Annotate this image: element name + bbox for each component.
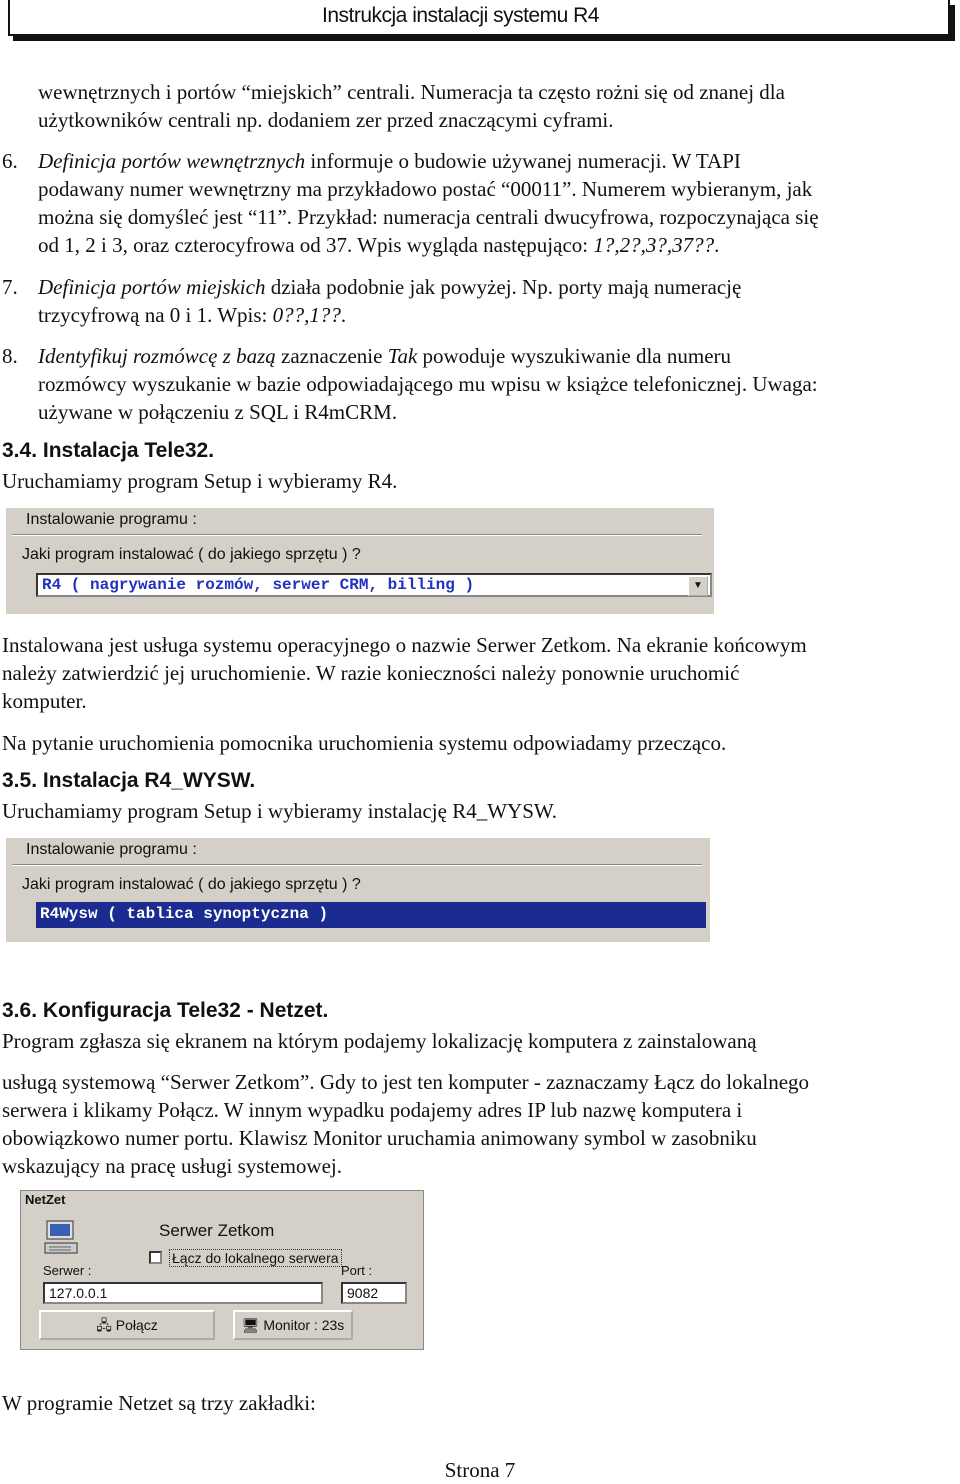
section-3-4-text: Uruchamiamy program Setup i wybieramy R4. bbox=[2, 469, 398, 493]
item-7-term: Definicja portów miejskich bbox=[38, 275, 266, 299]
section-3-6-line-3: serwera i klikamy Połącz. W innym wypadku podajemy adres IP lub nazwę komputera i bbox=[2, 1098, 743, 1122]
intro-line-1: wewnętrznych i portów “miejskich” centrali. Numeracja ta często rożni się od znanej dla bbox=[38, 80, 785, 104]
netzet-window bbox=[20, 1190, 424, 1350]
monitor-button-label: Monitor : 23s bbox=[263, 1317, 345, 1333]
item-7-period: . bbox=[340, 303, 347, 327]
item-6-term: Definicja portów wewnętrznych bbox=[38, 149, 306, 173]
divider bbox=[12, 534, 702, 536]
section-3-4-heading: 3.4. Instalacja Tele32. bbox=[2, 439, 215, 462]
divider bbox=[12, 864, 702, 866]
local-server-checkbox-label[interactable]: Łącz do lokalnego serwera bbox=[169, 1249, 342, 1267]
list-item-7 bbox=[0, 273, 960, 329]
section-3-6-heading: 3.6. Konfiguracja Tele32 - Netzet. bbox=[2, 999, 329, 1022]
window-titlebar bbox=[21, 1191, 423, 1211]
intro-line-2: użytkowników centrali np. dodaniem zer przed znaczącymi cyframi. bbox=[38, 108, 614, 132]
install-label: Instalowanie programu : bbox=[26, 841, 197, 858]
item-8-line-1: zaznaczenie bbox=[275, 344, 388, 368]
program-list-selected[interactable] bbox=[36, 902, 706, 928]
monitor-icon: 🖥 bbox=[241, 1317, 260, 1333]
section-3-5-text: Uruchamiamy program Setup i wybieramy instalację R4_WYSW. bbox=[2, 799, 558, 823]
connect-icon: 🖧 bbox=[96, 1317, 112, 1333]
server-label: Serwer : bbox=[43, 1263, 92, 1278]
chevron-down-icon[interactable]: ▼ bbox=[688, 576, 708, 596]
item-7-example: 0??,1?? bbox=[272, 303, 341, 327]
item-6-line-2: podawany numer wewnętrzny ma przykładowo postać “00011”. Numerem wybieranym, jak bbox=[38, 177, 813, 201]
port-label: Port : bbox=[341, 1263, 373, 1278]
program-question-label: Jaki program instalować ( do jakiego sprzętu ) ? bbox=[22, 546, 361, 563]
list-item-6 bbox=[0, 147, 960, 259]
section-3-4-after-1: Instalowana jest usługa systemu operacyjnego o nazwie Serwer Zetkom. Na ekranie końcowym bbox=[2, 633, 807, 657]
program-select-value: R4 ( nagrywanie rozmów, serwer CRM, billing ) bbox=[42, 576, 475, 594]
list-item-8 bbox=[0, 342, 960, 426]
monitor-button[interactable] bbox=[233, 1310, 353, 1340]
connect-button[interactable] bbox=[39, 1310, 215, 1340]
page-header bbox=[8, 0, 950, 36]
setup-screenshot-r4wysw bbox=[6, 838, 710, 942]
server-input[interactable]: 127.0.0.1 bbox=[43, 1282, 323, 1304]
item-6-line-4: od 1, 2 i 3, oraz czterocyfrowa od 37. Wpis wygląda następująco: bbox=[38, 233, 594, 257]
install-label: Instalowanie programu : bbox=[26, 511, 197, 528]
connect-button-label: Połącz bbox=[115, 1317, 158, 1333]
item-6-line-1: informuje o budowie używanej numeracji. W TAPI bbox=[305, 149, 741, 173]
item-8-line-3: używane w połączeniu z SQL i R4mCRM. bbox=[38, 400, 398, 424]
item-7-line-1: działa podobnie jak powyżej. Np. porty mają numerację bbox=[265, 275, 742, 299]
window-title: NetZet bbox=[25, 1192, 66, 1207]
section-3-6-outro: W programie Netzet są trzy zakładki: bbox=[2, 1391, 316, 1415]
list-number: 8. bbox=[2, 344, 18, 368]
list-number: 6. bbox=[2, 149, 18, 173]
item-8-option: Tak bbox=[387, 344, 418, 368]
item-7-line-2: trzycyfrową na 0 i 1. Wpis: bbox=[38, 303, 273, 327]
section-3-6-line-1: Program zgłasza się ekranem na którym podajemy lokalizację komputera z zainstalowaną bbox=[2, 1029, 757, 1053]
local-server-checkbox[interactable] bbox=[149, 1251, 162, 1264]
computer-icon bbox=[43, 1219, 83, 1259]
page-number: Strona 7 bbox=[444, 1458, 516, 1482]
program-list-value: R4Wysw ( tablica synoptyczna ) bbox=[40, 905, 329, 923]
program-question-label: Jaki program instalować ( do jakiego sprzętu ) ? bbox=[22, 876, 361, 893]
item-6-example: 1?,2?,3?,37?? bbox=[593, 233, 715, 257]
section-3-4-after-4: Na pytanie uruchomienia pomocnika uruchomienia systemu odpowiadamy przecząco. bbox=[2, 731, 727, 755]
program-select[interactable] bbox=[36, 573, 712, 597]
item-8-line-1-end: powoduje wyszukiwanie dla numeru bbox=[417, 344, 732, 368]
server-heading: Serwer Zetkom bbox=[159, 1221, 275, 1240]
section-3-6-line-4: obowiązkowo numer portu. Klawisz Monitor uruchamia animowany symbol w zasobniku bbox=[2, 1126, 757, 1150]
setup-screenshot-r4 bbox=[6, 508, 714, 614]
section-3-6-line-5: wskazujący na pracę usługi systemowej. bbox=[2, 1154, 342, 1178]
section-3-5-heading: 3.5. Instalacja R4_WYSW. bbox=[2, 769, 256, 792]
section-3-6-line-2: usługą systemową “Serwer Zetkom”. Gdy to jest ten komputer - zaznaczamy Łącz do lokalnego bbox=[2, 1070, 810, 1094]
item-8-line-2: rozmówcy wyszukanie w bazie odpowiadającego mu wpisu w książce telefonicznej. Uwaga: bbox=[38, 372, 818, 396]
header-title: Instrukcja instalacji systemu R4 bbox=[322, 4, 599, 27]
section-3-4-after-3: komputer. bbox=[2, 689, 87, 713]
item-6-period: . bbox=[714, 233, 720, 257]
item-6-line-3: można się domyśleć jest “11”. Przykład: numeracja centrali dwucyfrowa, rozpoczynająca się bbox=[38, 205, 819, 229]
list-number: 7. bbox=[2, 275, 18, 299]
item-8-term: Identyfikuj rozmówcę z bazą bbox=[38, 344, 276, 368]
section-3-4-after-2: należy zatwierdzić jej uruchomienie. W razie konieczności należy ponownie uruchomić bbox=[2, 661, 740, 685]
port-input[interactable]: 9082 bbox=[341, 1282, 407, 1304]
